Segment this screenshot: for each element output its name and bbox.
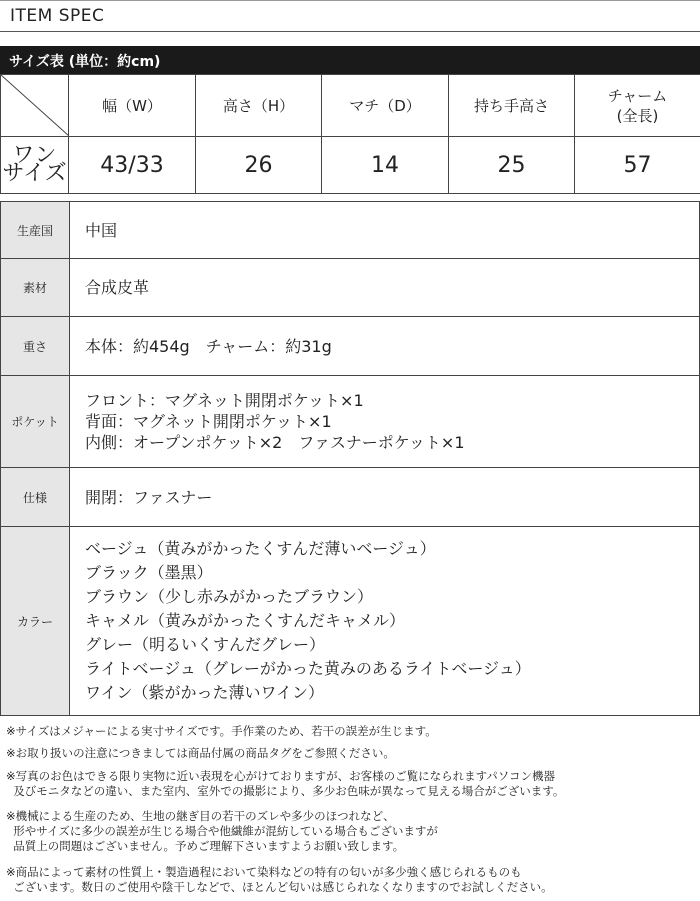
- row-label-line: サイズ: [2, 161, 67, 186]
- val-width: 43/33: [69, 137, 196, 194]
- val-depth: 14: [322, 137, 449, 194]
- weight-label: 重さ: [1, 317, 70, 376]
- size-header-row: [1, 75, 700, 137]
- diagonal-line-icon: [1, 75, 69, 136]
- note-manufacturing: ※機械による生産のため、生地の継ぎ目の若干のズレや多少のほつれなど、 形やサイズに多少の誤差が生じる場合や他繊維が混紡している場合もございますが 品質上の問題はございません。予めご理解下さいますようお願い致します。: [6, 809, 438, 853]
- col-handle-height: 持ち手高さ: [449, 75, 575, 137]
- spec-detail-label: 仕様: [1, 468, 70, 527]
- size-value-row: [1, 137, 700, 194]
- pocket-line: 背面：マグネット開閉ポケット×1: [85, 412, 332, 431]
- material-value: 合成皮革: [70, 259, 700, 317]
- row-label-line: ワン: [12, 143, 57, 168]
- col-height: 高さ（H）: [196, 75, 322, 137]
- color-line: キャメル（黄みがかったくすんだキャメル）: [85, 611, 406, 630]
- spec-row-origin: [1, 202, 700, 259]
- pocket-label: ポケット: [1, 376, 70, 468]
- spec-detail-value: 開閉：ファスナー: [70, 468, 700, 527]
- color-line: ベージュ（黄みがかったくすんだ薄いベージュ）: [85, 539, 436, 558]
- color-line: ライトベージュ（グレーがかった黄みのあるライトベージュ）: [85, 659, 531, 678]
- col-width: 幅（W）: [69, 75, 196, 137]
- val-charm: 57: [575, 137, 700, 194]
- size-table-title: サイズ表 (単位：約cm): [9, 54, 161, 70]
- spec-table: [0, 201, 700, 716]
- note-handling: ※お取り扱いの注意につきましては商品付属の商品タグをご参照ください。: [6, 746, 395, 760]
- item-spec-header: [0, 0, 700, 32]
- origin-label: 生産国: [1, 202, 70, 259]
- spec-row-detail: [1, 468, 700, 527]
- color-line: ブラウン（少し赤みがかったブラウン）: [85, 587, 374, 606]
- note-measurement: ※サイズはメジャーによる実寸サイズです。手作業のため、若干の誤差が生じます。: [6, 724, 437, 738]
- size-table: [0, 74, 700, 194]
- val-height: 26: [196, 137, 322, 194]
- size-corner-cell: [1, 75, 69, 137]
- color-line: グレー（明るいくすんだグレー）: [85, 635, 326, 654]
- spec-row-pocket: [1, 376, 700, 468]
- weight-value: 本体：約454g チャーム：約31g: [70, 317, 700, 376]
- col-charm-sub: (全長): [616, 106, 659, 125]
- spec-row-weight: [1, 317, 700, 376]
- note-color-display: ※写真のお色はできる限り実物に近い表現を心がけておりますが、お客様のご覧になられますパソコン機器 及びモニタなどの違い、また室内、室外での撮影により、多少お色味が異なって見える場合がございます。: [6, 769, 565, 798]
- pocket-value: [70, 376, 700, 468]
- val-handle-height: 25: [449, 137, 575, 194]
- spec-row-color: [1, 527, 700, 716]
- origin-value: 中国: [70, 202, 700, 259]
- pocket-line: フロント：マグネット開閉ポケット×1: [85, 391, 364, 410]
- color-line: ブラック（墨黒）: [85, 563, 213, 582]
- col-charm-label: チャーム: [607, 86, 668, 105]
- pocket-line: 内側：オープンポケット×2 ファスナーポケット×1: [85, 433, 465, 452]
- size-table-title-bar: [0, 46, 700, 74]
- note-odor: ※商品によって素材の性質上・製造過程において染料などの特有の匂いが多少強く感じられるものも ございます。数日のご使用や陰干しなどで、ほとんど匂いは感じられなくなりますのでお試しください。: [6, 865, 553, 894]
- item-spec-title: ITEM SPEC: [10, 6, 105, 26]
- col-charm: [575, 75, 700, 137]
- color-label: カラー: [1, 527, 70, 716]
- row-label-onesize: [1, 137, 69, 194]
- col-depth: マチ（D）: [322, 75, 449, 137]
- color-value: [70, 527, 700, 716]
- material-label: 素材: [1, 259, 70, 317]
- spec-row-material: [1, 259, 700, 317]
- color-line: ワイン（紫がかった薄いワイン）: [85, 683, 325, 702]
